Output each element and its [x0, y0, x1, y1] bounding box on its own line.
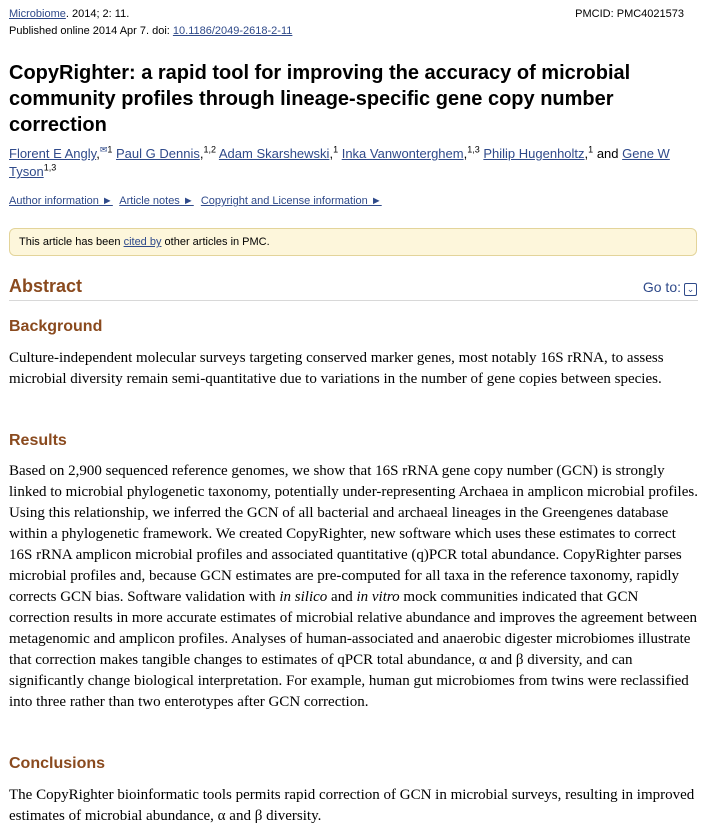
- author-affiliation: 1,3: [467, 144, 480, 155]
- conclusions-heading: Conclusions: [9, 755, 106, 772]
- cited-by-notice: [9, 228, 697, 256]
- author-affiliation: 1: [333, 144, 339, 155]
- citation-line: [9, 8, 129, 20]
- author-affiliation: 1: [588, 144, 594, 155]
- goto-label: Go to:: [642, 279, 681, 295]
- section-divider: [9, 300, 698, 301]
- author-affiliation: 1,2: [203, 144, 216, 155]
- article-info-links: [9, 195, 386, 207]
- goto-menu[interactable]: [643, 279, 697, 296]
- results-text: mock communities indicated that GCN correction results in more accurate estimates of microbial relative abundance and improves the agreement between metagenomic and amplicon profiles. Analyses of human-associated and anaerobic digester microbiomes illustrate that correction makes tangible changes to estimates of qPCR total abundance, α and β diversity, and can significantly change biological interpretation. For example, human gut microbiomes from twins were reclassified into three rather than two enterotypes after GCN correction.: [9, 589, 698, 710]
- author-link[interactable]: Florent E Angly: [9, 146, 97, 161]
- published-line: [9, 25, 292, 37]
- copyright-license-link[interactable]: Copyright and License information ►: [200, 195, 382, 207]
- author-affiliation: 1: [107, 144, 113, 155]
- author-link[interactable]: Gene W Tyson: [9, 146, 670, 179]
- article-title: CopyRighter: a rapid tool for improving the accuracy of microbial community profiles through lineage-specific gene copy number correction: [9, 62, 631, 136]
- cited-prefix: This article has been: [19, 236, 124, 248]
- author-link[interactable]: Paul G Dennis: [116, 146, 200, 161]
- author-information-link[interactable]: Author information ►: [9, 195, 113, 207]
- pmcid: PMCID: PMC4021573: [575, 8, 684, 20]
- author-list: Florent E Angly,$^{✉1}$ Paul G Dennis,$^{1,2}$ Adam Skarshewski,$^1$ Inka Vanwonterghem,$^{1,3}$ Philip Hugenholtz,$^1$ and Gene W Tyson$^{1,3}$: [9, 144, 670, 179]
- background-heading: Background: [9, 318, 103, 335]
- author-link[interactable]: Adam Skarshewski: [218, 146, 330, 161]
- doi-link[interactable]: 10.1186/2049-2618-2-11: [172, 25, 293, 37]
- author-link[interactable]: Inka Vanwonterghem: [341, 146, 464, 161]
- cited-suffix: other articles in PMC.: [161, 236, 270, 248]
- results-italic: in silico: [279, 589, 328, 605]
- authors-and: and: [596, 146, 619, 161]
- author-link[interactable]: Philip Hugenholtz: [483, 146, 585, 161]
- published-prefix: Published online 2014 Apr 7. doi:: [9, 25, 173, 37]
- results-paragraph: [9, 461, 699, 713]
- author-affiliation: 1,3: [43, 162, 57, 173]
- results-italic: in vitro: [356, 589, 400, 605]
- journal-link[interactable]: Microbiome: [9, 8, 66, 20]
- article-notes-link[interactable]: Article notes ►: [119, 195, 194, 207]
- abstract-heading: Abstract: [9, 276, 83, 296]
- results-text: Based on 2,900 sequenced reference genomes, we show that 16S rRNA gene copy number (GCN) is strongly linked to microbial phylogenetic taxonomy, potentially under-representing Archaea in amplicon microbial profiles. Using this relationship, we inferred the GCN of all bacterial and archaeal lineages in the Greengenes database within a phylogenetic framework. We created CopyRighter, new software which uses these estimates to correct 16S rRNA amplicon microbial profiles and associated quantitative (q)PCR total abundance. CopyRighter parses microbial profiles and, because GCN estimates are pre-computed for all taxa in the reference taxonomy, rapidly corrects GCN bias. Software validation with: [9, 463, 698, 605]
- cited-by-link[interactable]: cited by: [123, 236, 162, 248]
- email-icon[interactable]: ✉: [99, 144, 108, 155]
- background-paragraph: Culture-independent molecular surveys targeting conserved marker genes, most notably 16S rRNA, to assess microbial diversity remain semi-quantitative due to variations in the number of gene copies between species.: [9, 350, 664, 387]
- citation-rest: . 2014; 2: 11.: [65, 8, 130, 20]
- results-text: and: [327, 589, 357, 605]
- conclusions-paragraph: The CopyRighter bioinformatic tools permits rapid correction of GCN in microbial surveys, resulting in improved estimates of microbial abundance, α and β diversity.: [9, 787, 695, 824]
- results-heading: Results: [9, 432, 67, 449]
- chevron-down-icon[interactable]: ⌄: [684, 283, 697, 296]
